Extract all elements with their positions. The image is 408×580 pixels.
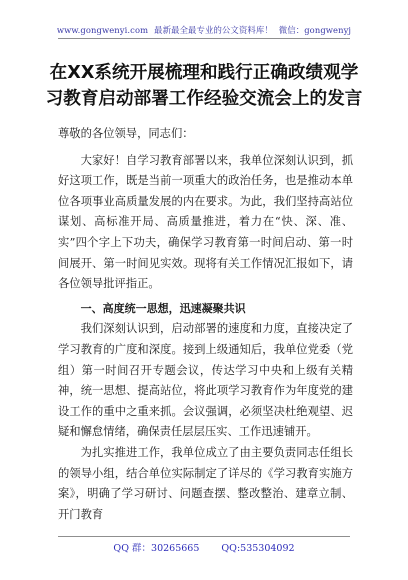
header-slogan: 最新最全最专业的公文资料库！	[154, 25, 273, 35]
footer-divider	[58, 536, 350, 537]
salutation: 尊敬的各位领导，同志们：	[58, 127, 194, 140]
title-line-1: 在XX系统开展梳理和践行正确政绩观学	[49, 63, 359, 83]
footer-qq: QQ:535304092	[221, 543, 295, 554]
header-wechat: 微信：gongwenyj	[278, 25, 352, 35]
document-title	[0, 60, 408, 112]
footer-qq-group: QQ 群：30265665	[113, 543, 200, 554]
page-footer	[0, 540, 408, 554]
header-divider	[58, 38, 350, 39]
section-heading-1: 一、高度统一思想，迅速凝聚共识	[80, 301, 246, 315]
paragraph-2: 我们深刻认识到，启动部署的速度和力度，直接决定了学习教育的广度和深度。接到上级通知后，我单位党委（党组）第一时间召开专题会议，传达学习中央和上级有关精神，统一思想、提高站位，将此项学习教育作为年度党的建设工作的重中之重来抓。会议强调，必须坚决杜绝观望、迟疑和懈怠情绪，确保责任层层压实、工作迅速铺开。	[58, 322, 353, 439]
document-body	[58, 124, 353, 525]
page-header	[0, 24, 408, 36]
paragraph-3: 为扎实推进工作，我单位成立了由主要负责同志任组长的领导小组，结合单位实际制定了详尽的《学习教育实施方案》，明确了学习研讨、问题查摆、整改整治、建章立制、开门教育	[58, 445, 353, 521]
title-line-2: 习教育启动部署工作经验交流会上的发言	[45, 89, 363, 109]
header-url[interactable]: www.gongwenyi.com	[56, 25, 149, 35]
paragraph-1: 大家好！自学习教育部署以来，我单位深刻认识到，抓好这项工作，既是当前一项重大的政治任务，也是推动本单位各项事业高质量发展的内在要求。为此，我们坚持高站位谋划、高标准开局、高质量推进，着力在“快、深、准、实”四个字上下功夫，确保学习教育第一时间启动、第一时间展开、第一时间见实效。现将有关工作情况汇报如下，请各位领导批评指正。	[58, 153, 353, 291]
